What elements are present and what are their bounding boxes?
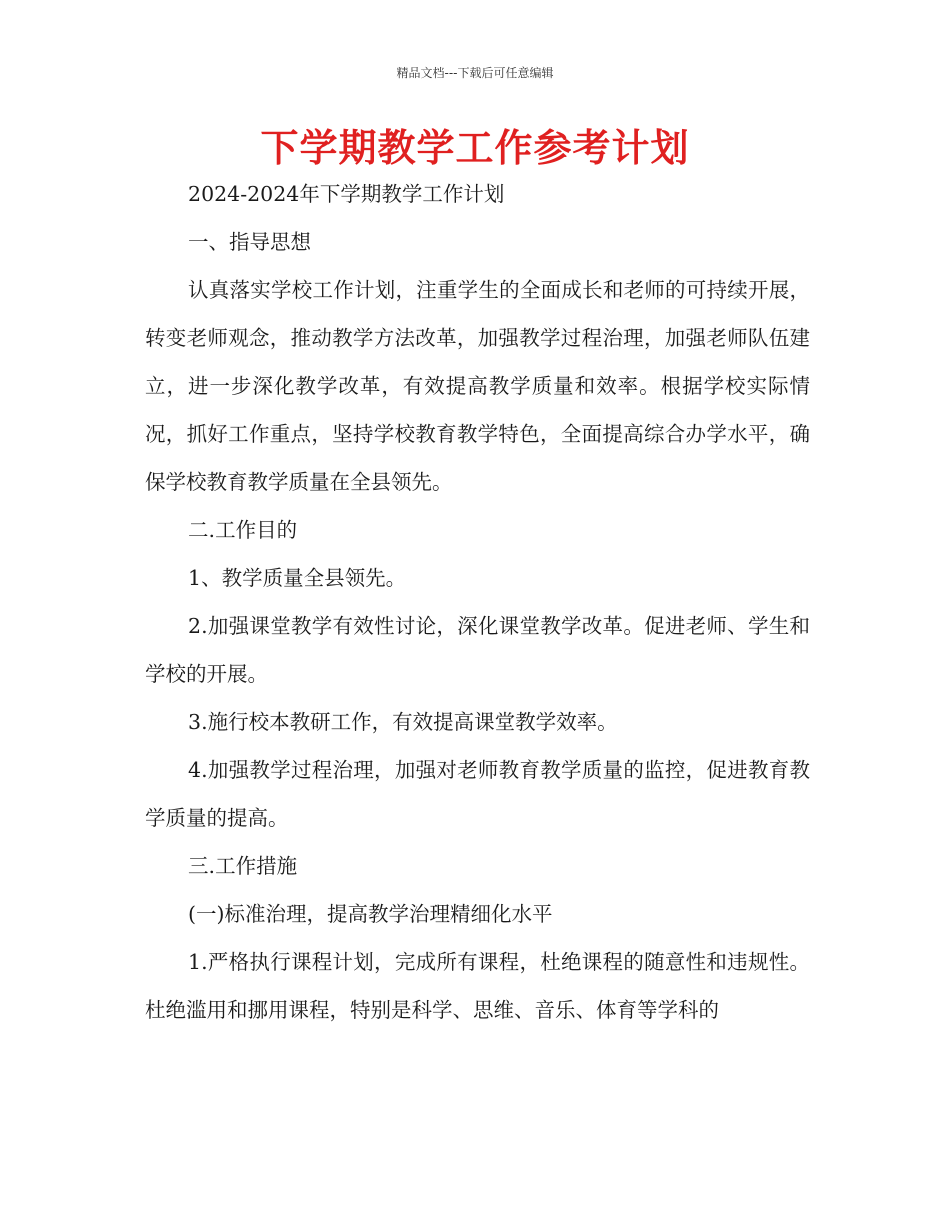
- section-heading-work-measures: 三.工作措施: [188, 854, 298, 878]
- list-item: 2.加强课堂教学有效性讨论，深化课堂教学改革。促进老师、学生和学校的开展。: [145, 614, 810, 686]
- page-header-note: 精品文档---下载后可任意编辑: [396, 66, 554, 80]
- list-item: 1.严格执行课程计划，完成所有课程，杜绝课程的随意性和违规性。杜绝滥用和挪用课程，特别是科学、思维、音乐、体育等学科的: [145, 950, 810, 1022]
- list-item: 4.加强教学过程治理，加强对老师教育教学质量的监控，促进教育教学质量的提高。: [145, 758, 810, 830]
- section-heading-guiding-ideology: 一、指导思想: [188, 230, 312, 254]
- list-item: 3.施行校本教研工作，有效提高课堂教学效率。: [188, 710, 618, 734]
- section-heading-work-goals: 二.工作目的: [188, 518, 298, 542]
- document-title: 下学期教学工作参考计划: [260, 126, 690, 170]
- body-paragraph: 认真落实学校工作计划，注重学生的全面成长和老师的可持续开展，转变老师观念，推动教学方法改革，加强教学过程治理，加强老师队伍建立，进一步深化教学改革，有效提高教学质量和效率。根据学校实际情况，抓好工作重点，坚持学校教育教学特色，全面提高综合办学水平，确保学校教育教学质量在全县领先。: [145, 278, 810, 494]
- list-item: 1、教学质量全县领先。: [188, 566, 407, 590]
- document-body: [145, 170, 810, 1034]
- subtitle-paragraph: 2024-2024年下学期教学工作计划: [188, 182, 505, 206]
- subsection-heading: (一)标准治理，提高教学治理精细化水平: [188, 902, 553, 926]
